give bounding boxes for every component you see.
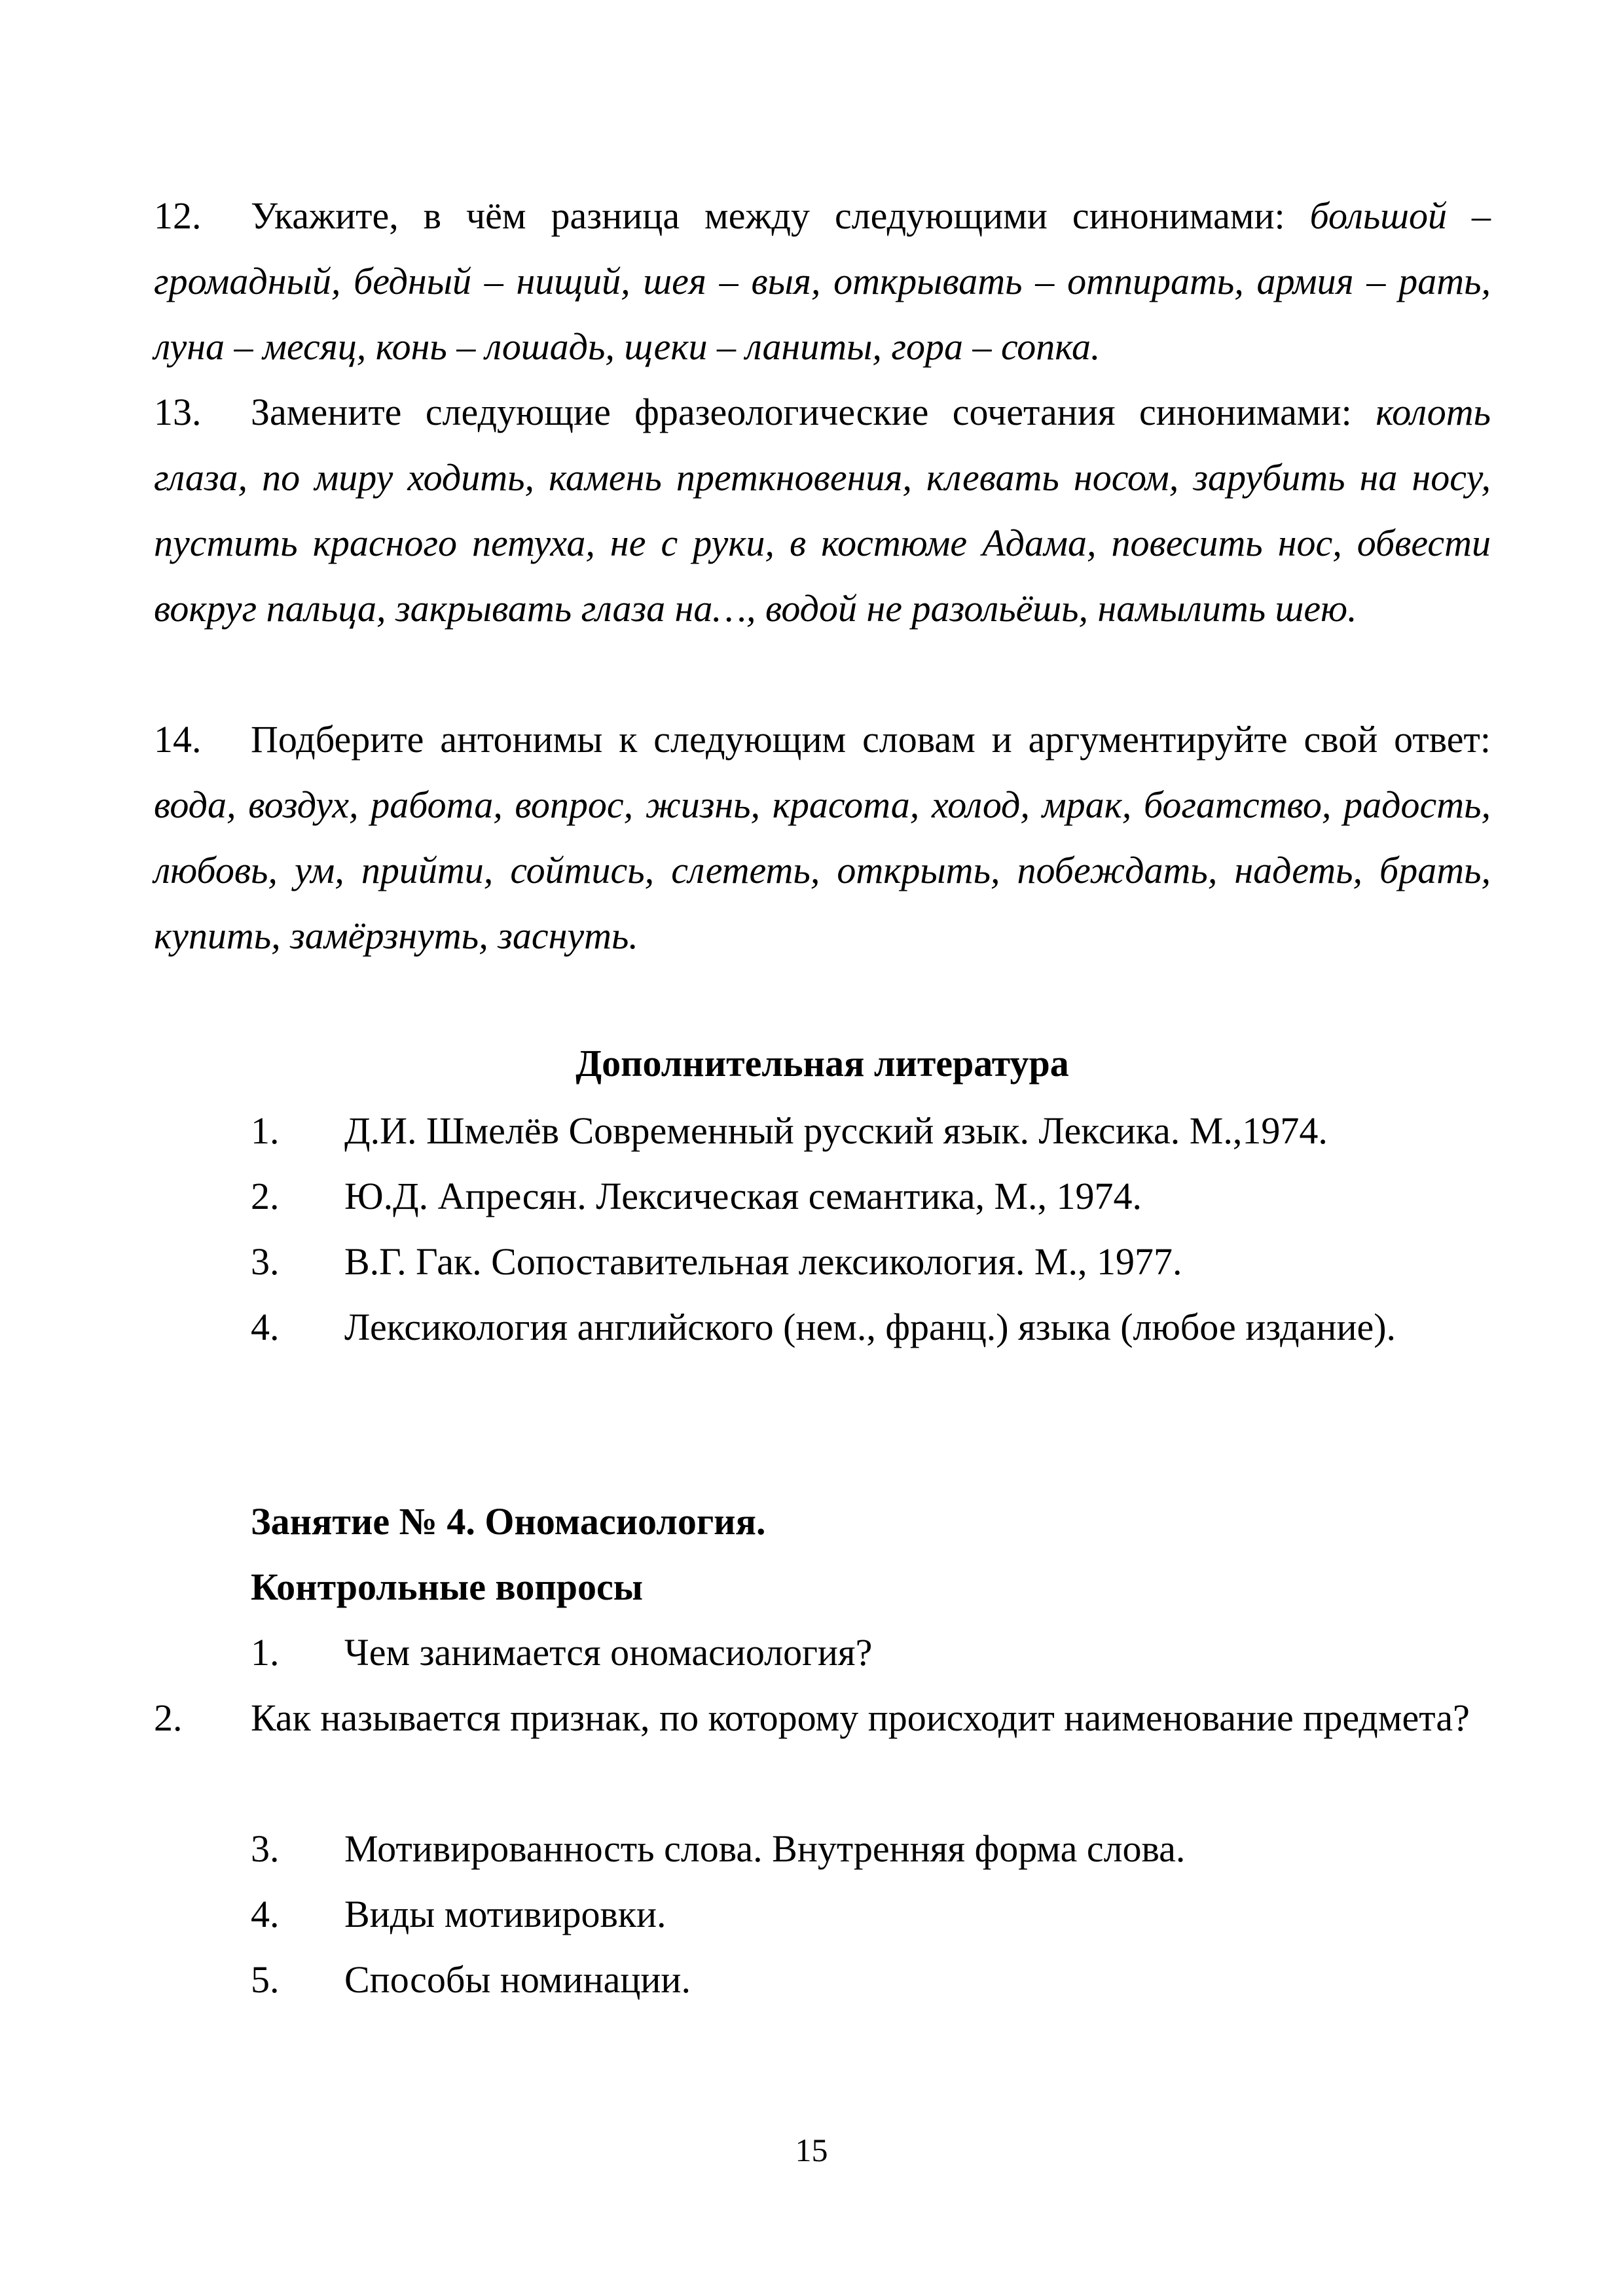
exercise-examples: колоть глаза, по миру ходить, камень преткновения, клевать носом, зарубить на носу, пустить красного петуха, не с руки, в костюме Адама, повесить нос, обвести вокруг пальца, закрывать глаза на…, водой не разольёшь, намылить шею. (154, 391, 1491, 630)
question-text: Мотивированность слова. Внутренняя форма слова. (344, 1827, 1186, 1870)
lesson-title: Занятие № 4. Ономасиология. (251, 1500, 766, 1543)
literature-item-number: 1. (251, 1109, 280, 1152)
question-item (251, 1626, 872, 1679)
question-text: Чем занимается ономасиология? (344, 1631, 873, 1674)
question-number: 1. (251, 1631, 280, 1674)
question-item (251, 1823, 1185, 1875)
questions-title: Контрольные вопросы (251, 1566, 644, 1608)
question-item (251, 1888, 666, 1941)
literature-item (251, 1170, 1142, 1223)
literature-item (251, 1236, 1182, 1288)
exercise-lead: Замените следующие фразеологические сочетания синонимами: (251, 391, 1352, 433)
question-number: 2. (154, 1696, 183, 1739)
literature-item-number: 2. (251, 1175, 280, 1217)
literature-item-text: Ю.Д. Апресян. Лексическая семантика, М., 1974. (344, 1175, 1142, 1217)
question-text: Как называется признак, по которому происходит наименование предмета? (251, 1696, 1470, 1739)
question-item (251, 1954, 691, 2006)
exercise-13 (154, 380, 1491, 641)
question-item (154, 1685, 1491, 1751)
question-text: Способы номинации. (344, 1958, 691, 2001)
exercise-12 (154, 183, 1491, 380)
exercise-number: 12. (154, 194, 202, 237)
exercise-number: 13. (154, 391, 202, 433)
page-number: 15 (795, 2132, 828, 2168)
literature-item-text: Д.И. Шмелёв Современный русский язык. Лексика. М.,1974. (344, 1109, 1328, 1152)
exercise-number: 14. (154, 718, 202, 761)
exercise-lead: Подберите антонимы к следующим словам и аргументируйте свой ответ: (251, 718, 1491, 761)
exercise-examples: вода, воздух, работа, вопрос, жизнь, красота, холод, мрак, богатство, радость, любовь, ум, прийти, сойтись, слететь, открыть, побеждать, надеть, брать, купить, замёрзнуть, заснуть. (154, 783, 1491, 957)
exercise-lead: Укажите, в чём разница между следующими синонимами: (251, 194, 1285, 237)
literature-item (251, 1105, 1328, 1157)
question-number: 5. (251, 1958, 280, 2001)
literature-title: Дополнительная литература (575, 1042, 1069, 1085)
literature-item-number: 3. (251, 1240, 280, 1283)
question-text: Виды мотивировки. (344, 1893, 666, 1935)
literature-item-text: Лексикология английского (нем., франц.) языка (любое издание). (344, 1306, 1396, 1348)
literature-item-number: 4. (251, 1306, 280, 1348)
question-number: 3. (251, 1827, 280, 1870)
exercise-14 (154, 707, 1491, 969)
exercise-examples: большой – громадный, бедный – нищий, шея – выя, открывать – отпирать, армия – рать, луна – месяц, конь – лошадь, щеки – ланиты, гора – сопка. (154, 194, 1491, 368)
literature-item (251, 1301, 1396, 1354)
literature-item-text: В.Г. Гак. Сопоставительная лексикология. М., 1977. (344, 1240, 1182, 1283)
question-number: 4. (251, 1893, 280, 1935)
